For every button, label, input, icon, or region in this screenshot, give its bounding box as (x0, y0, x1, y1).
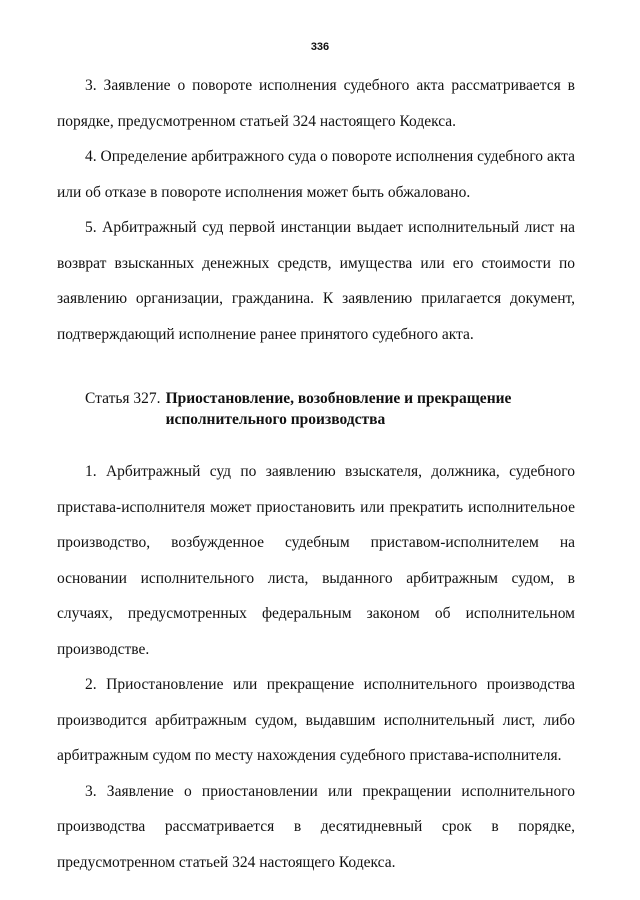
page-number: 336 (310, 41, 330, 53)
paragraph-item-3-reversal-application: 3. Заявление о повороте исполнения судебного акта рассматривается в порядке, предусмотренном статьей 324 настоящего Кодекса. (57, 77, 575, 130)
paragraph-item-2-suspension-procedure: 2. Приостановление или прекращение исполнительного производства производится арбитражным судом, выдавшим исполнительный лист, либо арбитражным судом по месту нахождения судебного пристава-исполнителя. (57, 676, 575, 764)
paragraph-item-1-suspension-by-court: 1. Арбитражный суд по заявлению взыскателя, должника, судебного пристава-исполнителя может приостановить или прекратить исполнительное производство, возбужденное судебным приставом-исполнителем на основании исполнительного листа, выданного арбитражным судом, в случаях, предусмотренных федеральным законом об исполнительном производстве. (57, 463, 575, 658)
article-number: Статья 327. (85, 390, 161, 407)
document-body (57, 68, 575, 880)
paragraph-item-5-writ-of-execution: 5. Арбитражный суд первой инстанции выдает исполнительный лист на возврат взысканных денежных средств, имущества или его стоимости по заявлению организации, гражданина. К заявлению прилагается документ, подтверждающий исполнение ранее принятого судебного акта. (57, 219, 575, 343)
article-heading (57, 388, 575, 430)
paragraph-item-4-reversal-ruling-appeal: 4. Определение арбитражного суда о повороте исполнения судебного акта или об отказе в повороте исполнения может быть обжаловано. (57, 148, 575, 201)
paragraph-item-3-application-review-term: 3. Заявление о приостановлении или прекращении исполнительного производства рассматривается в десятидневный срок в порядке, предусмотренном статьей 324 настоящего Кодекса. (57, 782, 575, 871)
article-title: Приостановление, возобновление и прекращение исполнительного производства (165, 390, 512, 428)
